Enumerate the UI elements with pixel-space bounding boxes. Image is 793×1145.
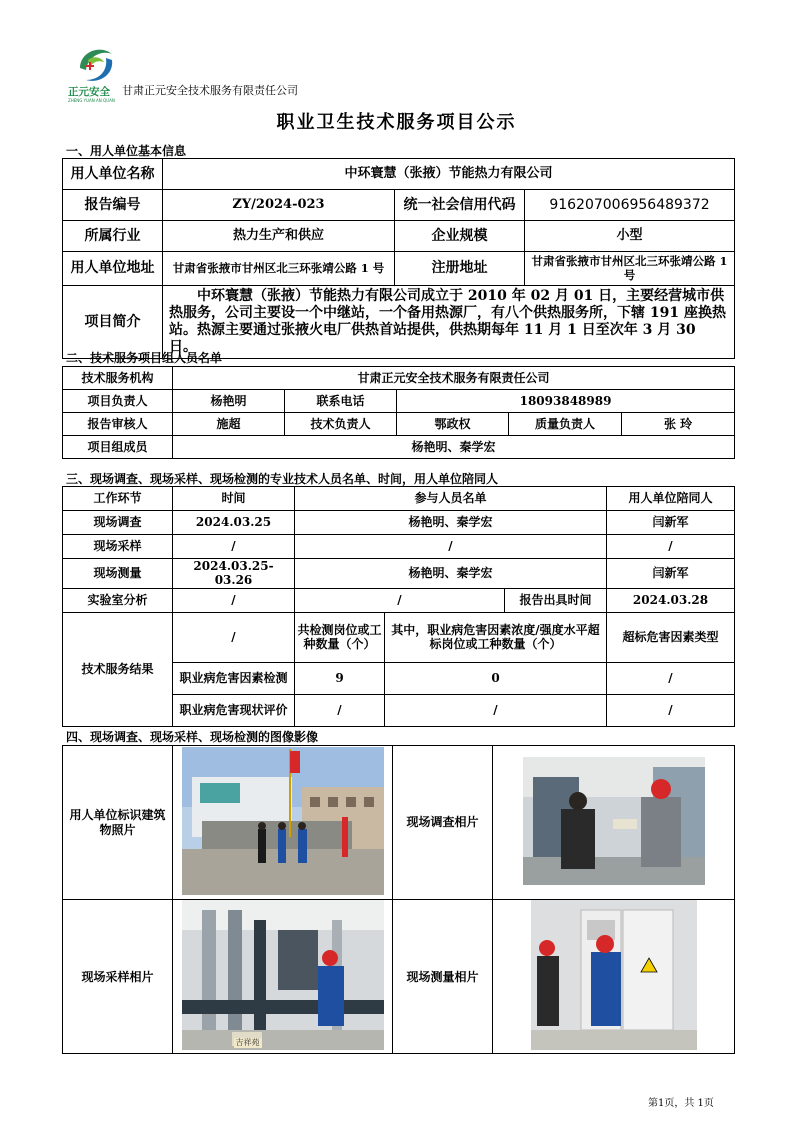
reg-address-label: 注册地址 xyxy=(395,252,525,286)
org-label: 技术服务机构 xyxy=(63,367,173,390)
team-table xyxy=(62,366,735,459)
measure-photo xyxy=(531,900,697,1050)
result-type-header: 超标危害因素类型 xyxy=(607,612,735,662)
section-4-title: 四、现场调查、现场采样、现场检测的图像影像 xyxy=(66,730,319,744)
members: 杨艳明、秦学宏 xyxy=(173,436,735,459)
photo-table xyxy=(62,745,735,1054)
people-cell: 杨艳明、秦学宏 xyxy=(295,559,607,589)
header-time: 时间 xyxy=(173,487,295,511)
table-row xyxy=(63,559,735,589)
logo-subtext: ZHENG YUAN AN QUAN xyxy=(68,98,115,103)
escort-cell: 闫新军 xyxy=(607,559,735,589)
result-slash: / xyxy=(173,612,295,662)
lab-label: 实验室分析 xyxy=(63,588,173,612)
report-no: ZY/2024-023 xyxy=(163,190,395,221)
industry: 热力生产和供应 xyxy=(163,221,395,252)
logo-text: 正元安全 xyxy=(68,86,110,98)
sampling-photo-cell xyxy=(173,900,393,1054)
time-cell: / xyxy=(173,535,295,559)
header-people: 参与人员名单 xyxy=(295,487,607,511)
people-cell: 杨艳明、秦学宏 xyxy=(295,511,607,535)
basic-info-table xyxy=(62,158,735,359)
sampling-photo xyxy=(182,900,384,1050)
scale: 小型 xyxy=(525,221,735,252)
lab-time: / xyxy=(173,588,295,612)
leader-label: 项目负责人 xyxy=(63,390,173,413)
scale-label: 企业规模 xyxy=(395,221,525,252)
building-photo xyxy=(182,747,384,895)
report-time: 2024.03.28 xyxy=(607,588,735,612)
result-over-header: 其中，职业病危害因素浓度/强度水平超标岗位或工种数量（个） xyxy=(385,612,607,662)
result-row-label: 职业病危害现状评价 xyxy=(173,694,295,726)
reviewer-label: 报告审核人 xyxy=(63,413,173,436)
section-2-title: 二、技术服务项目组人员名单 xyxy=(66,351,223,365)
reviewer: 施超 xyxy=(173,413,285,436)
company-name: 甘肃正元安全技术服务有限责任公司 xyxy=(122,84,298,97)
sampling-photo-label: 现场采样相片 xyxy=(63,900,173,1054)
company-logo xyxy=(66,38,126,106)
building-photo-label: 用人单位标识建筑物照片 xyxy=(63,746,173,900)
time-cell: 2024.03.25-03.26 xyxy=(173,559,295,589)
members-label: 项目组成员 xyxy=(63,436,173,459)
building-photo-cell xyxy=(173,746,393,900)
result-label: 技术服务结果 xyxy=(63,612,173,726)
result-type: / xyxy=(607,694,735,726)
escort-cell: / xyxy=(607,535,735,559)
stage-cell: 现场测量 xyxy=(63,559,173,589)
measure-photo-cell xyxy=(493,900,735,1054)
industry-label: 所属行业 xyxy=(63,221,163,252)
survey-photo-cell xyxy=(493,746,735,900)
stage-cell: 现场调查 xyxy=(63,511,173,535)
measure-photo-label: 现场测量相片 xyxy=(393,900,493,1054)
section-1-title: 一、用人单位基本信息 xyxy=(66,144,187,158)
people-cell: / xyxy=(295,535,607,559)
survey-photo xyxy=(523,757,705,885)
result-row-label: 职业病危害因素检测 xyxy=(173,662,295,694)
address-label: 用人单位地址 xyxy=(63,252,163,286)
stage-cell: 现场采样 xyxy=(63,535,173,559)
table-row xyxy=(63,535,735,559)
report-no-label: 报告编号 xyxy=(63,190,163,221)
result-over: / xyxy=(385,694,607,726)
leader: 杨艳明 xyxy=(173,390,285,413)
result-type: / xyxy=(607,662,735,694)
page-title: 职业卫生技术服务项目公示 xyxy=(276,112,517,133)
table-row xyxy=(63,511,735,535)
result-over: 0 xyxy=(385,662,607,694)
result-count: 9 xyxy=(295,662,385,694)
phone: 18093848989 xyxy=(397,390,735,413)
survey-photo-label: 现场调查相片 xyxy=(393,746,493,900)
credit-code: 916207006956489372 xyxy=(525,190,735,221)
intro-label: 项目简介 xyxy=(63,286,163,359)
header-stage: 工作环节 xyxy=(63,487,173,511)
reg-address: 甘肃省张掖市甘州区北三环张靖公路 1 号 xyxy=(525,252,735,286)
phone-label: 联系电话 xyxy=(285,390,397,413)
tech: 鄂政权 xyxy=(397,413,509,436)
project-intro: 中环寰慧（张掖）节能热力有限公司成立于 2010 年 02 月 01 日，主要经营城市供热服务，公司主要设一个中继站，一个备用热源厂，有八个供热服务所，下辖 191 座换热站。热源主要通过张掖火电厂供热首站提供，供热期每年 11 月 1 日至次年 3 月 30 日。 xyxy=(163,286,735,359)
credit-code-label: 统一社会信用代码 xyxy=(395,190,525,221)
unit-name: 中环寰慧（张掖）节能热力有限公司 xyxy=(163,159,735,190)
address: 甘肃省张掖市甘州区北三环张靖公路 1 号 xyxy=(163,252,395,286)
photo-watermark: 吉祥苑 xyxy=(235,1038,260,1048)
quality: 张 玲 xyxy=(622,413,735,436)
tech-label: 技术负责人 xyxy=(285,413,397,436)
quality-label: 质量负责人 xyxy=(509,413,622,436)
org: 甘肃正元安全技术服务有限责任公司 xyxy=(173,367,735,390)
page-footer: 第1页，共 1页 xyxy=(648,1098,714,1109)
report-time-label: 报告出具时间 xyxy=(505,588,607,612)
fieldwork-table xyxy=(62,486,735,727)
section-3-title: 三、现场调查、现场采样、现场检测的专业技术人员名单、时间，用人单位陪同人 xyxy=(66,472,499,486)
result-count-header: 共检测岗位或工种数量（个） xyxy=(295,612,385,662)
header-escort: 用人单位陪同人 xyxy=(607,487,735,511)
lab-people: / xyxy=(295,588,505,612)
result-count: / xyxy=(295,694,385,726)
unit-name-label: 用人单位名称 xyxy=(63,159,163,190)
escort-cell: 闫新军 xyxy=(607,511,735,535)
time-cell: 2024.03.25 xyxy=(173,511,295,535)
